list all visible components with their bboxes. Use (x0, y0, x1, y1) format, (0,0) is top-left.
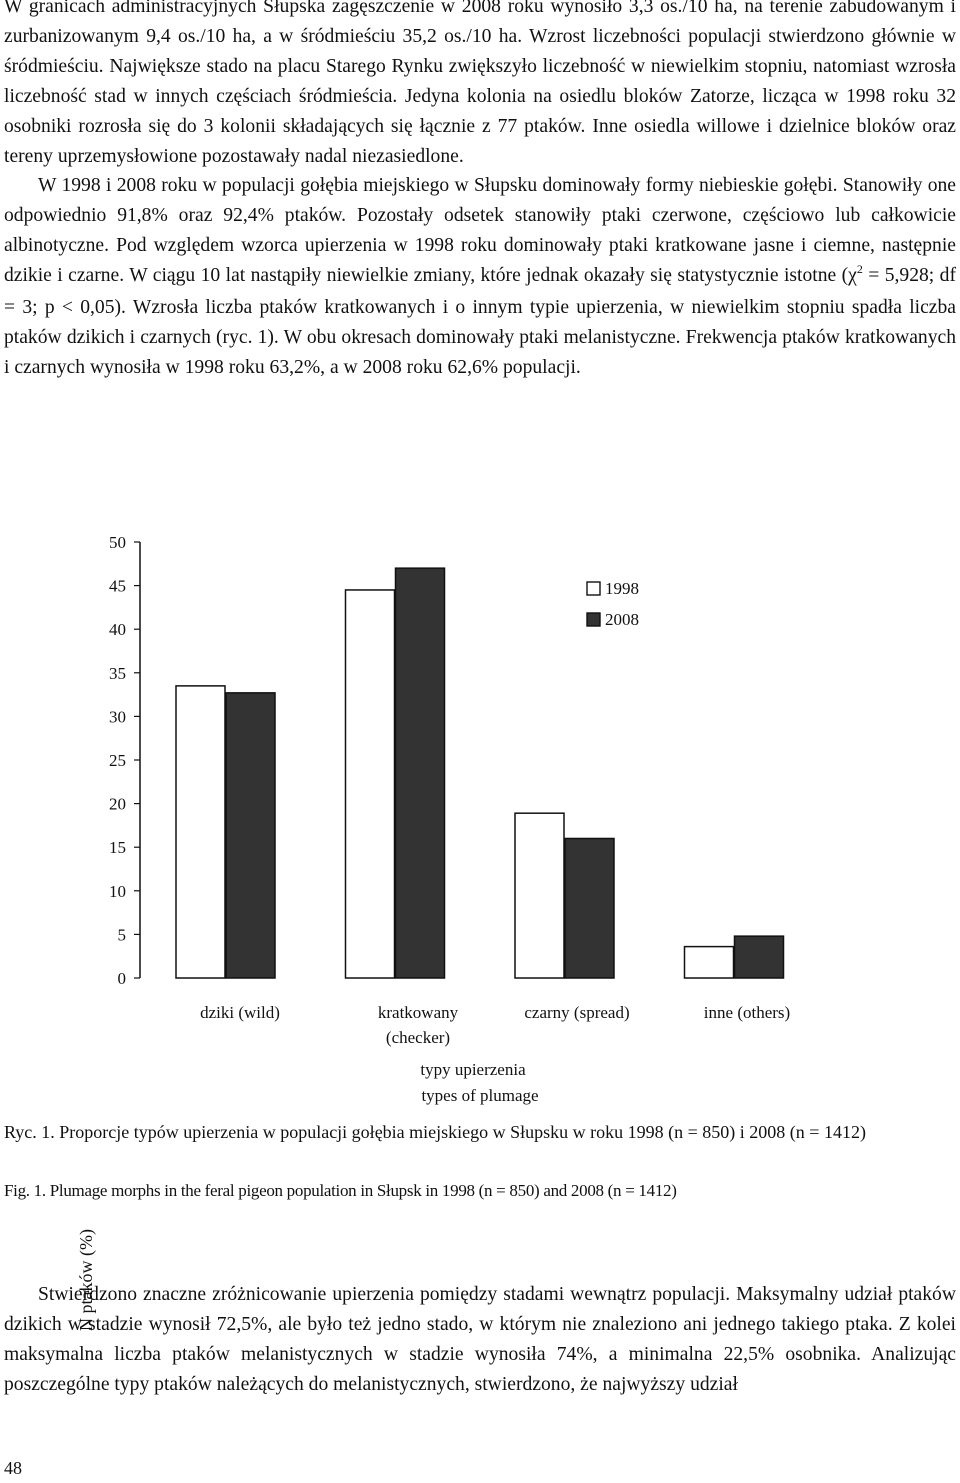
body-text-top (4, 0, 956, 383)
page-number: 48 (4, 1458, 22, 1478)
paragraph-plumage (4, 171, 956, 382)
category-label: inne (others) (703, 1003, 791, 1022)
chart-legend (587, 579, 639, 629)
chi-square-superscript: 2 (856, 262, 863, 277)
legend-swatch-2008 (587, 613, 600, 626)
x-axis-label-en: types of plumage (421, 1086, 539, 1105)
category-label: kratkowany (377, 1003, 459, 1022)
bar-2008-3 (565, 838, 614, 978)
category-label: (checker) (385, 1028, 451, 1047)
bar-1998-4 (685, 947, 734, 978)
y-tick-label: 45 (109, 576, 126, 596)
bar-2008-4 (735, 936, 784, 978)
bar-2008-1 (226, 693, 275, 978)
figure-caption-en: Fig. 1. Plumage morphs in the feral pigeon population in Słupsk in 1998 (n = 850) and 2008 (n = 1412) (4, 1181, 677, 1200)
bar-1998-1 (176, 686, 225, 978)
chart-y-ticks (109, 533, 140, 988)
y-tick-label: 40 (109, 620, 126, 640)
bar-1998-2 (346, 590, 395, 978)
y-axis-label: N ptaków (%) (76, 1229, 96, 1331)
figure-caption-pl: Ryc. 1. Proporcje typów upierzenia w populacji gołębia miejskiego w Słupsku w roku 1998 (n = 850) i 2008 (n = 1412) (4, 1122, 866, 1142)
y-tick-label: 30 (109, 707, 126, 727)
y-tick-label: 5 (117, 925, 126, 945)
y-tick-label: 15 (109, 838, 126, 858)
paragraph-plumage-part1: W 1998 i 2008 roku w populacji gołębia miejskiego w Słupsku dominowały formy niebieskie gołębi. Stanowiły one odpowiednio 91,8% oraz 92,4% ptaków. Pozostały odsetek stanowiły ptaki czerwone, częściowo lub całkowicie albinotyczne. Pod względem wzorca upierzenia w 1998 roku dominowały ptaki kratkowane jasne i ciemne, następnie dzikie i czarne. W ciągu 10 lat nastąpiły niewielkie zmiany, które jednak okazały się statystycznie istotne (χ (4, 175, 956, 287)
y-tick-label: 25 (109, 751, 126, 770)
legend-swatch-1998 (587, 582, 600, 595)
y-tick-label: 0 (117, 969, 126, 988)
legend-label-1998: 1998 (605, 579, 639, 598)
bar-2008-2 (396, 568, 445, 978)
y-tick-label: 20 (109, 794, 126, 814)
paragraph-flocks: Stwierdzono znaczne zróżnicowanie upierzenia pomiędzy stadami wewnątrz populacji. Maksymalny udział ptaków dzikich w stadzie wynosił 72,5%, ale było też jedno stado, w którym nie znaleziono ani jednego takiego ptaka. Z kolei maksymalna liczba ptaków melanistycznych w stadzie wynosiła 74%, a minimalna 22,5% osobnika. Analizując poszczególne typy ptaków należących do melanistycznych, stwierdzono, że najwyższy udział (4, 1284, 956, 1395)
chart-categories (200, 1003, 790, 1047)
bar-1998-3 (515, 813, 564, 978)
legend-label-2008: 2008 (605, 610, 639, 629)
paragraph-plumage-part2: = 5,928; df = 3; p < 0,05). Wzrosła liczba ptaków kratkowanych i o innym typie upierzenia, w niewielkim stopniu spadła liczba ptaków dzikich i czarnych (ryc. 1). W obu okresach dominowały ptaki melanistyczne. Frekwencja ptaków kratkowanych i czarnych wynosiła w 1998 roku 63,2%, a w 2008 roku 62,6% populacji. (4, 265, 956, 378)
x-axis-label-pl: typy upierzenia (420, 1060, 526, 1079)
body-text-bottom (4, 1280, 956, 1400)
category-label: czarny (spread) (524, 1003, 630, 1022)
y-tick-label: 10 (109, 881, 126, 901)
chart-bars (176, 568, 784, 978)
paragraph-density: W granicach administracyjnych Słupska zagęszczenie w 2008 roku wynosiło 3,3 os./10 ha, na terenie zabudowanym i zurbanizowanym 9,4 os./10 ha, a w śródmieściu 35,2 os./10 ha. Wzrost liczebności populacji stwierdzono głównie w śródmieściu. Największe stado na placu Starego Rynku zwiększyło liczebność w niewielkim stopniu, natomiast wzrosła liczebność stad w innych częściach śródmieścia. Jedyna kolonia na osiedlu bloków Zatorze, licząca w 1998 roku 32 osobniki rozrosła się do 3 kolonii składających się łącznie z 77 ptaków. Inne osiedla willowe i dzielnice bloków oraz tereny uprzemysłowione pozostawały nadal niezasiedlone. (4, 0, 956, 167)
category-label: dziki (wild) (200, 1003, 280, 1022)
y-tick-label: 50 (109, 533, 126, 552)
y-tick-label: 35 (109, 663, 126, 683)
